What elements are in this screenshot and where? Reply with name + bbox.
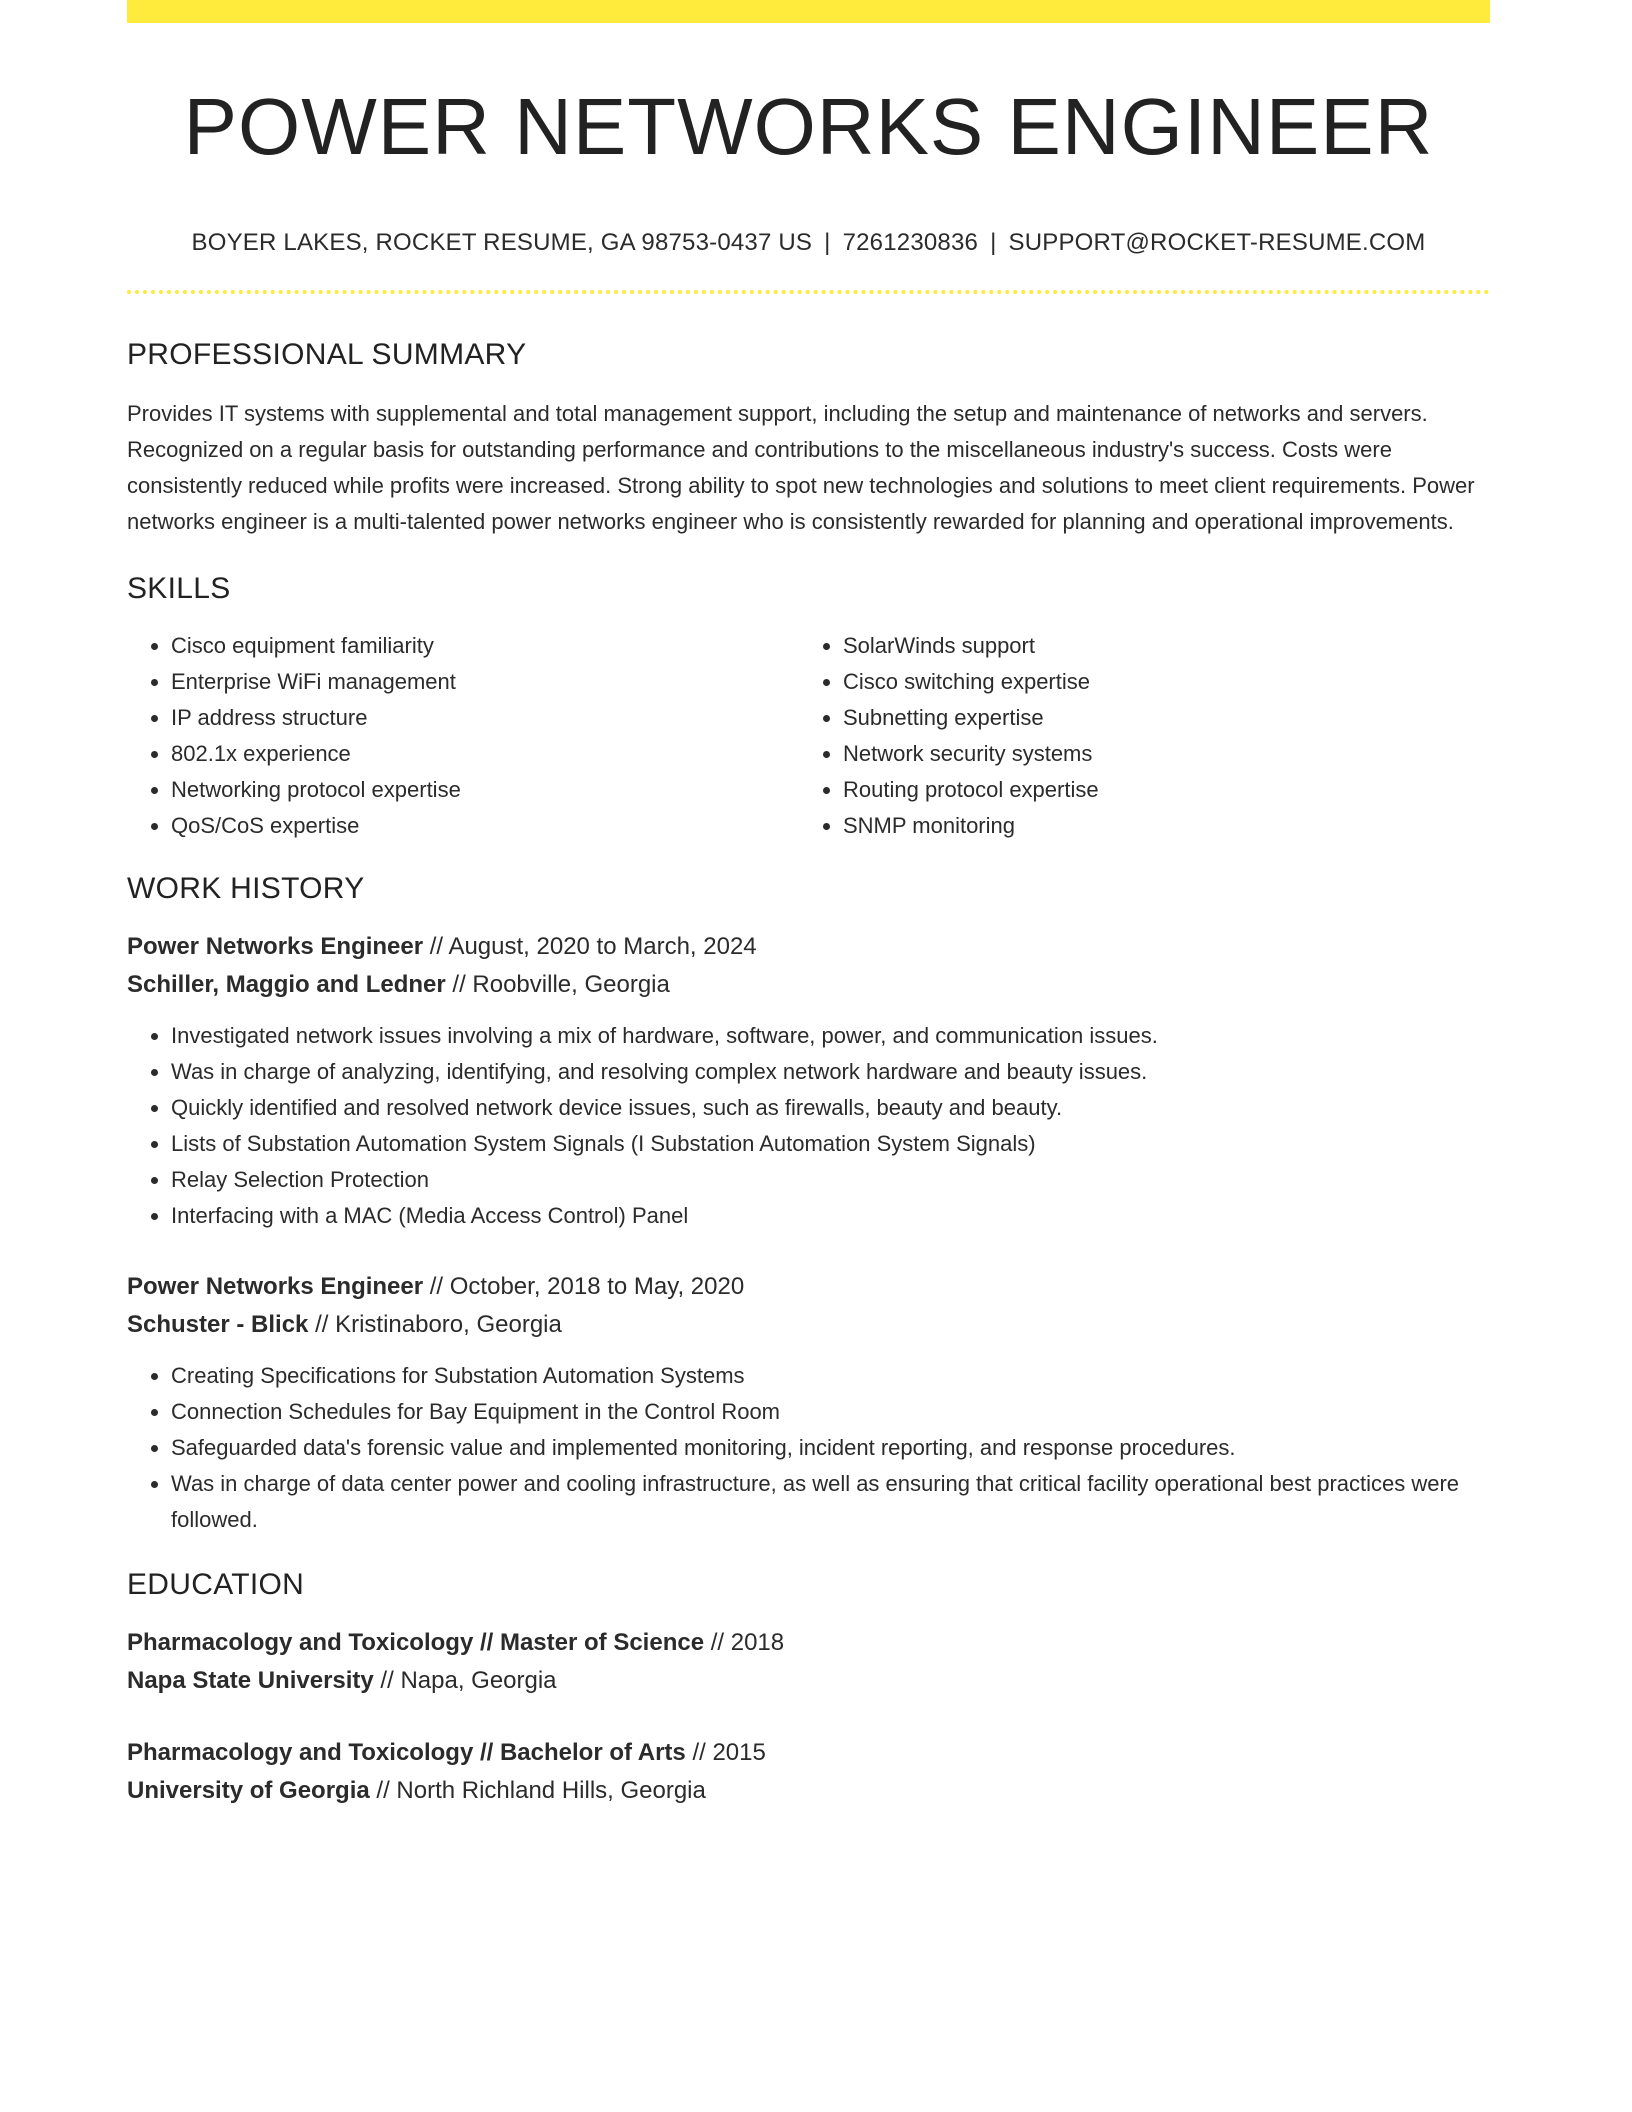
skill-item: • IP address structure — [171, 700, 799, 736]
skills-left-column — [127, 628, 799, 844]
job-bullet: • Relay Selection Protection — [171, 1162, 1490, 1198]
job-location: // Kristinaboro, Georgia — [308, 1311, 562, 1338]
edu-location: // North Richland Hills, Georgia — [369, 1777, 706, 1804]
edu-school-line — [127, 1772, 1490, 1810]
edu-degree-line — [127, 1734, 1490, 1772]
job-bullet: • Quickly identified and resolved network device issues, such as firewalls, beauty and beauty. — [171, 1090, 1490, 1126]
skill-item: • Subnetting expertise — [843, 700, 1471, 736]
skill-item: • Cisco equipment familiarity — [171, 628, 799, 664]
contact-separator: | — [990, 229, 997, 256]
job-bullet: • Lists of Substation Automation System Signals (I Substation Automation System Signals) — [171, 1126, 1490, 1162]
skills-heading: SKILLS — [127, 572, 231, 605]
contact-phone: 7261230836 — [842, 229, 979, 256]
job-company-line — [127, 1306, 1490, 1344]
edu-school: Napa State University — [127, 1667, 374, 1694]
job-company-line — [127, 966, 1490, 1004]
contact-email: SUPPORT@ROCKET-RESUME.COM — [1008, 229, 1426, 256]
edu-degree: Pharmacology and Toxicology // Bachelor of Arts — [127, 1739, 686, 1766]
job-bullet: • Interfacing with a MAC (Media Access Control) Panel — [171, 1198, 1490, 1234]
skill-item: • Routing protocol expertise — [843, 772, 1471, 808]
job-bullet: • Creating Specifications for Substation Automation Systems — [171, 1358, 1490, 1394]
contact-line — [127, 229, 1490, 257]
job-company: Schuster - Blick — [127, 1311, 309, 1338]
job-entry — [127, 928, 1490, 1234]
skill-item: • QoS/CoS expertise — [171, 808, 799, 844]
education-heading: EDUCATION — [127, 1568, 305, 1601]
job-dates: // October, 2018 to May, 2020 — [423, 1273, 745, 1300]
edu-year: // 2018 — [704, 1629, 785, 1656]
skill-item: • Enterprise WiFi management — [171, 664, 799, 700]
skill-item: • Networking protocol expertise — [171, 772, 799, 808]
summary-text: Provides IT systems with supplemental and total management support, including the setup and maintenance of networks and servers. Recognized on a regular basis for outstanding performance and contributions to the miscellaneous industry's success. Costs were consistently reduced while profits were increased. Strong ability to spot new technologies and solutions to meet client requirements. Power networks engineer is a multi-talented power networks engineer who is consistently rewarded for planning and operational improvements. — [127, 401, 1475, 534]
summary-heading: PROFESSIONAL SUMMARY — [127, 338, 527, 371]
education-entry — [127, 1624, 1490, 1700]
resume-title: POWER NETWORKS ENGINEER — [183, 82, 1434, 171]
contact-address: BOYER LAKES, ROCKET RESUME, GA 98753-0437 US — [191, 229, 813, 256]
job-bullet: • Safeguarded data's forensic value and implemented monitoring, incident reporting, and response procedures. — [171, 1430, 1490, 1466]
skill-item: • SolarWinds support — [843, 628, 1471, 664]
skills-right-column — [799, 628, 1471, 844]
job-role: Power Networks Engineer — [127, 1273, 424, 1300]
job-bullet: • Connection Schedules for Bay Equipment in the Control Room — [171, 1394, 1490, 1430]
edu-school-line — [127, 1662, 1490, 1700]
skills-grid — [127, 628, 1490, 844]
contact-separator: | — [824, 229, 831, 256]
job-company: Schiller, Maggio and Ledner — [127, 971, 446, 998]
skill-item: • SNMP monitoring — [843, 808, 1471, 844]
job-bullet: • Was in charge of analyzing, identifying, and resolving complex network hardware and beauty issues. — [171, 1054, 1490, 1090]
dotted-divider — [127, 290, 1490, 294]
education-entry — [127, 1734, 1490, 1810]
work-history-heading: WORK HISTORY — [127, 872, 365, 905]
skill-item: • Network security systems — [843, 736, 1471, 772]
job-role-line — [127, 1268, 1490, 1306]
job-bullet: • Investigated network issues involving a mix of hardware, software, power, and communication issues. — [171, 1018, 1490, 1054]
skill-item: • Cisco switching expertise — [843, 664, 1471, 700]
job-bullets — [127, 1358, 1490, 1538]
job-dates: // August, 2020 to March, 2024 — [423, 933, 757, 960]
edu-school: University of Georgia — [127, 1777, 370, 1804]
job-entry — [127, 1268, 1490, 1538]
edu-year: // 2015 — [685, 1739, 766, 1766]
resume-page — [127, 0, 1490, 1810]
edu-location: // Napa, Georgia — [373, 1667, 557, 1694]
job-role-line — [127, 928, 1490, 966]
edu-degree: Pharmacology and Toxicology // Master of Science — [127, 1629, 705, 1656]
edu-degree-line — [127, 1624, 1490, 1662]
job-bullet: • Was in charge of data center power and cooling infrastructure, as well as ensuring that critical facility operational best practices were followed. — [171, 1466, 1490, 1538]
job-bullets — [127, 1018, 1490, 1234]
skill-item: • 802.1x experience — [171, 736, 799, 772]
job-location: // Roobville, Georgia — [445, 971, 670, 998]
accent-top-bar — [127, 0, 1490, 23]
job-role: Power Networks Engineer — [127, 933, 424, 960]
